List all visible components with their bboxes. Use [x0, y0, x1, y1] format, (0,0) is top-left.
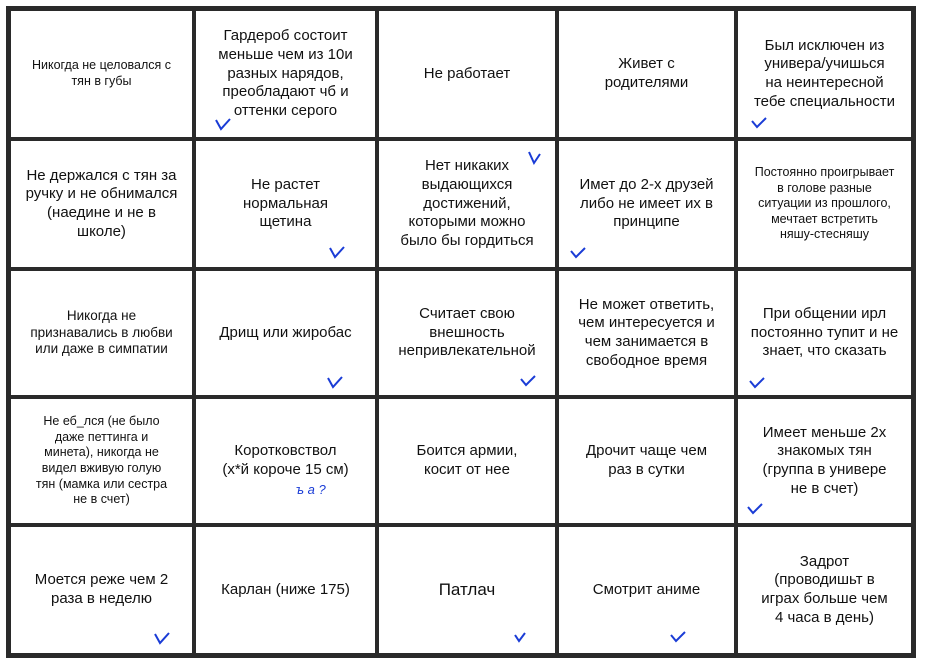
bingo-cell[interactable]	[194, 9, 377, 139]
bingo-cell[interactable]	[557, 9, 736, 139]
checkmark-icon	[328, 245, 346, 259]
cell-text: Коротковствол (х*й короче 15 см)	[222, 442, 349, 478]
checkmark-icon	[519, 373, 537, 387]
checkmark-icon	[750, 115, 768, 129]
bingo-cell[interactable]	[9, 397, 194, 525]
bingo-cell[interactable]	[9, 9, 194, 139]
cell-text: Боится армии, косит от нее	[416, 442, 518, 478]
checkmark-icon	[748, 375, 766, 389]
bingo-cell[interactable]	[377, 269, 557, 397]
cell-text: При общении ирл постоянно тупит и не знает, что сказать	[750, 304, 899, 360]
bingo-board	[6, 6, 916, 658]
cell-text: Считает свою внешность непривлекательной	[398, 304, 536, 360]
bingo-cell[interactable]	[9, 525, 194, 655]
bingo-cell[interactable]	[194, 139, 377, 269]
checkmark-icon	[214, 117, 232, 131]
bingo-cell[interactable]	[557, 525, 736, 655]
bingo-cell[interactable]	[736, 269, 913, 397]
checkmark-icon	[511, 629, 529, 643]
bingo-cell[interactable]	[194, 525, 377, 655]
cell-text: Не растет нормальная щетина	[243, 175, 328, 231]
checkmark-icon	[669, 629, 687, 643]
bingo-cell[interactable]	[736, 525, 913, 655]
cell-text: Карлан (ниже 175)	[221, 580, 350, 598]
cell-text: Моется реже чем 2 раза в неделю	[34, 571, 169, 607]
bingo-cell[interactable]	[9, 269, 194, 397]
checkmark-icon	[569, 245, 587, 259]
bingo-cell[interactable]	[557, 269, 736, 397]
cell-text: Имеет меньше 2х знакомых тян (группа в универе не в счет)	[762, 423, 887, 497]
cell-text: Патлач	[438, 580, 496, 600]
cell-text: Не работает	[423, 64, 511, 82]
checkmark-icon	[527, 151, 545, 165]
checkmark-icon	[746, 501, 764, 515]
checkmark-icon	[153, 631, 171, 645]
cell-text: Не еб_лся (не было даже петтинга и минета), никогда не видел вживую голую тян (мамка или сестра не в счет)	[35, 414, 168, 507]
bingo-cell[interactable]	[377, 139, 557, 269]
bingo-cell[interactable]	[194, 397, 377, 525]
handwritten-note: ъ а ?	[296, 482, 326, 497]
cell-text: Имет до 2-х друзей либо не имеет их в принципе	[579, 175, 714, 231]
bingo-cell[interactable]	[736, 139, 913, 269]
cell-text: Дрочит чаще чем раз в сутки	[585, 442, 708, 478]
bingo-cell[interactable]	[377, 397, 557, 525]
cell-text: Нет никаких выдающихся достижений, которыми можно было бы гордиться	[400, 157, 534, 250]
bingo-cell[interactable]	[377, 525, 557, 655]
cell-text: Был исключен из универа/учишься на неинтересной тебе специальности	[753, 36, 896, 110]
cell-text: Живет с родителями	[604, 55, 689, 91]
cell-text: Постоянно проигрывает в голове разные ситуации из прошлого, мечтает встретить няшу-стесняшу	[754, 164, 895, 242]
bingo-cell[interactable]	[557, 397, 736, 525]
bingo-cell[interactable]	[557, 139, 736, 269]
bingo-cell[interactable]	[194, 269, 377, 397]
bingo-cell[interactable]	[377, 9, 557, 139]
cell-text: Дрищ или жиробас	[219, 323, 352, 341]
checkmark-icon	[326, 375, 344, 389]
cell-text: Гардероб состоит меньше чем из 10и разных нарядов, преобладают чб и оттенки серого	[218, 27, 353, 120]
cell-text: Смотрит аниме	[592, 580, 701, 598]
cell-text: Никогда не целовался с тян в губы	[31, 58, 172, 88]
bingo-cell[interactable]	[736, 9, 913, 139]
bingo-cell[interactable]	[736, 397, 913, 525]
cell-text: Не может ответить, чем интересуется и чем занимается в свободное время	[578, 295, 715, 369]
cell-text: Никогда не признавались в любви или даже в симпатии	[30, 307, 173, 357]
bingo-cell[interactable]	[9, 139, 194, 269]
cell-text: Задрот (проводишьт в играх больше чем 4 часа в день)	[761, 552, 888, 626]
cell-text: Не держался с тян за ручку и не обнимался (наедине и не в школе)	[25, 166, 178, 240]
